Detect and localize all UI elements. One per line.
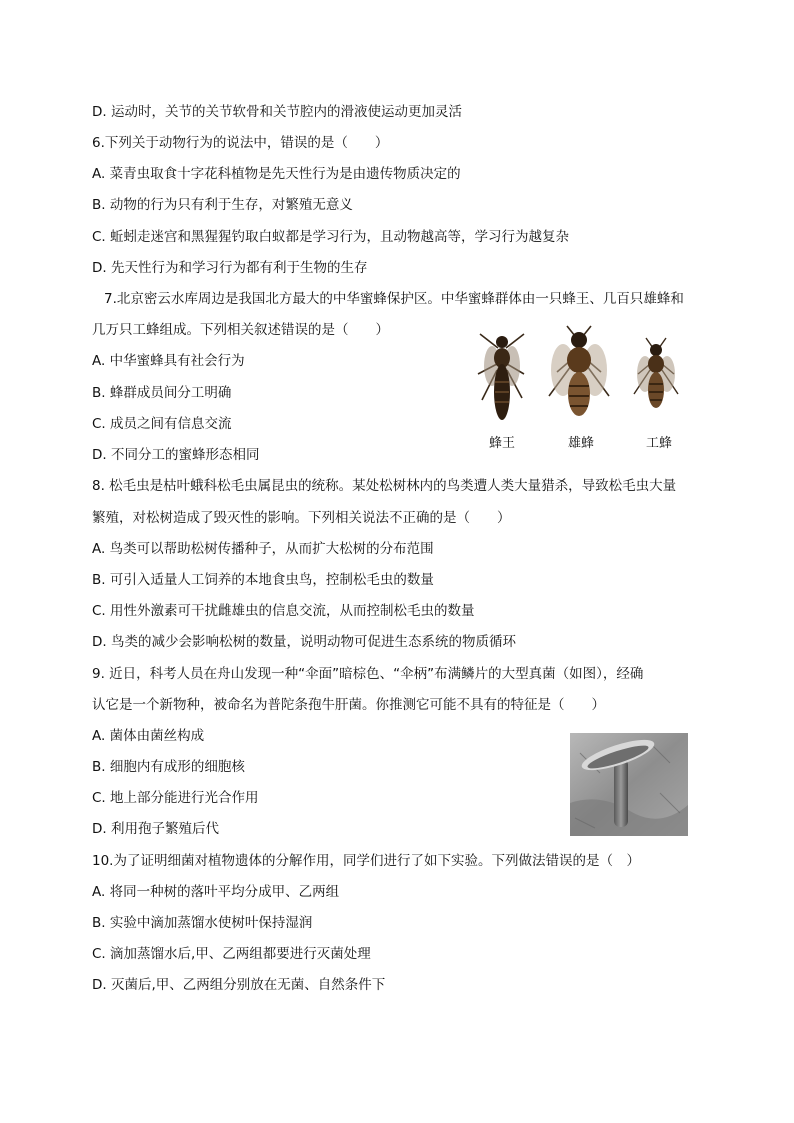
bee-illustration <box>474 322 694 432</box>
q10-option-d: D. 灭菌后,甲、乙两组分别放在无菌、自然条件下 <box>92 977 386 993</box>
queen-bee-label: 蜂王 <box>489 436 516 451</box>
q7-stem-line1: 7.北京密云水库周边是我国北方最大的中华蜜蜂保护区。中华蜜蜂群体由一只蜂王、几百只雄蜂和 <box>104 291 684 307</box>
q9-stem-line1: 9. 近日，科考人员在舟山发现一种“伞面”暗棕色、“伞柄”布满鳞片的大型真菌（如图），经确 <box>92 666 644 682</box>
q8-option-a: A. 鸟类可以帮助松树传播种子，从而扩大松树的分布范围 <box>92 541 434 557</box>
mushroom-illustration <box>570 733 688 836</box>
q8-stem-line2: 繁殖，对松树造成了毁灭性的影响。下列相关说法不正确的是（ ） <box>92 510 511 526</box>
q6-option-d: D. 先天性行为和学习行为都有利于生物的生存 <box>92 260 368 276</box>
q9-stem-line2: 认它是一个新物种，被命名为普陀条孢牛肝菌。你推测它可能不具有的特征是（ ） <box>92 697 605 713</box>
worker-bee <box>634 338 678 408</box>
q6-option-b: B. 动物的行为只有利于生存，对繁殖无意义 <box>92 197 353 213</box>
q8-option-b: B. 可引入适量人工饲养的本地食虫鸟，控制松毛虫的数量 <box>92 572 434 588</box>
queen-bee <box>478 334 524 420</box>
q10-option-b: B. 实验中滴加蒸馏水使树叶保持湿润 <box>92 915 313 931</box>
worker-bee-label: 工蜂 <box>646 436 673 451</box>
q9-option-d: D. 利用孢子繁殖后代 <box>92 821 219 837</box>
drone-bee <box>549 326 609 416</box>
q9-option-c: C. 地上部分能进行光合作用 <box>92 790 259 806</box>
q9-option-b: B. 细胞内有成形的细胞核 <box>92 759 245 775</box>
q7-option-d: D. 不同分工的蜜蜂形态相同 <box>92 447 260 463</box>
q5-option-d: D. 运动时，关节的关节软骨和关节腔内的滑液使运动更加灵活 <box>92 104 462 120</box>
q7-option-c: C. 成员之间有信息交流 <box>92 416 232 432</box>
q8-option-c: C. 用性外激素可干扰雌雄虫的信息交流，从而控制松毛虫的数量 <box>92 603 475 619</box>
q10-option-a: A. 将同一种树的落叶平均分成甲、乙两组 <box>92 884 340 900</box>
q7-option-b: B. 蜂群成员间分工明确 <box>92 385 232 401</box>
q7-option-a: A. 中华蜜蜂具有社会行为 <box>92 353 245 369</box>
q6-stem: 6.下列关于动物行为的说法中，错误的是（ ） <box>92 135 389 151</box>
q8-option-d: D. 鸟类的减少会影响松树的数量，说明动物可促进生态系统的物质循环 <box>92 634 516 650</box>
q6-option-c: C. 蚯蚓走迷宫和黑猩猩钓取白蚁都是学习行为，且动物越高等，学习行为越复杂 <box>92 229 570 245</box>
mushroom-photo <box>570 733 688 836</box>
q8-stem-line1: 8. 松毛虫是枯叶蛾科松毛虫属昆虫的统称。某处松树林内的鸟类遭人类大量猎杀，导致松毛虫大量 <box>92 478 677 494</box>
q10-stem: 10.为了证明细菌对植物遗体的分解作用，同学们进行了如下实验。下列做法错误的是（ ） <box>92 853 640 869</box>
drone-bee-label: 雄蜂 <box>568 436 595 451</box>
q9-option-a: A. 菌体由菌丝构成 <box>92 728 205 744</box>
bee-figure <box>474 322 694 452</box>
q10-option-c: C. 滴加蒸馏水后,甲、乙两组都要进行灭菌处理 <box>92 946 371 962</box>
q6-option-a: A. 菜青虫取食十字花科植物是先天性行为是由遗传物质决定的 <box>92 166 461 182</box>
q7-stem-line2: 几万只工蜂组成。下列相关叙述错误的是（ ） <box>92 322 389 338</box>
